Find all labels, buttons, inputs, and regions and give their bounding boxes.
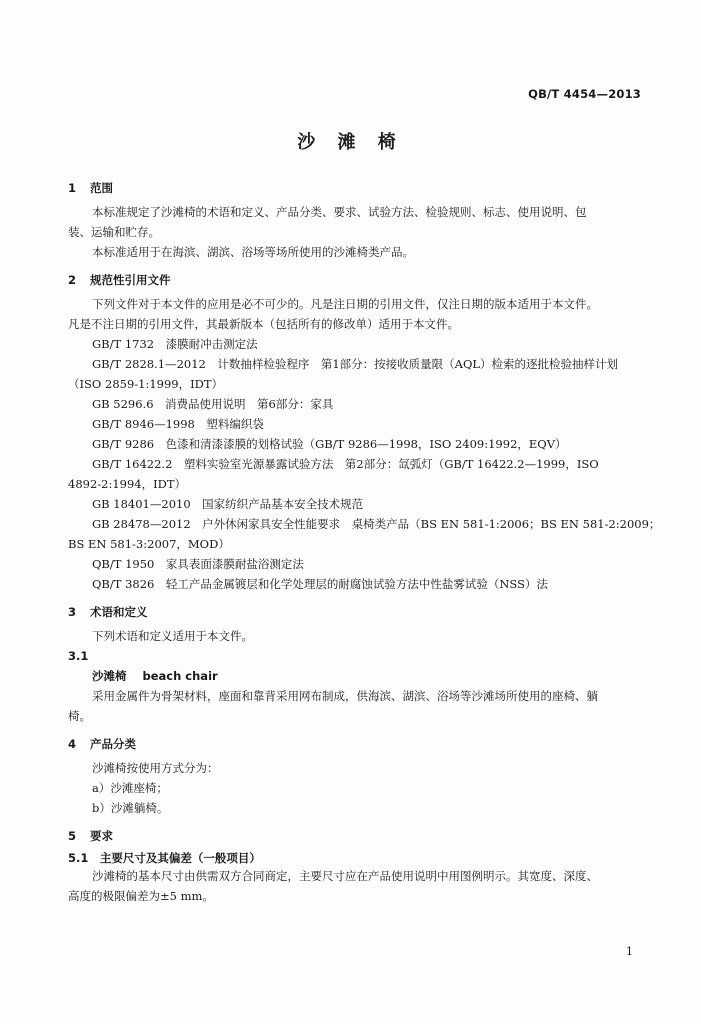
reference-item: GB/T 8946—1998 塑料编织袋: [92, 417, 264, 431]
reference-item-continuation: 4892-2:1994，IDT）: [68, 477, 187, 491]
references-intro-line-1: 下列文件对于本文件的应用是必不可少的。凡是注日期的引用文件，仅注日期的版本适用于本文件。: [92, 297, 598, 311]
clause-3-1-number: 3.1: [68, 649, 89, 663]
reference-item-continuation: BS EN 581-3:2007，MOD）: [68, 537, 230, 551]
reference-item: GB 18401—2010 国家纺织产品基本安全技术规范: [92, 497, 364, 511]
scope-applicability: 本标准适用于在海滨、湖滨、浴场等场所使用的沙滩椅类产品。: [92, 245, 414, 259]
standard-number: QB/T 4454—2013: [528, 87, 641, 101]
section-4-number: 4: [68, 737, 77, 751]
section-5-title: 要求: [90, 829, 113, 843]
term-english: beach chair: [142, 669, 218, 683]
section-4-heading: [68, 736, 648, 752]
section-5-number: 5: [68, 829, 77, 843]
page-number: 1: [626, 945, 633, 958]
dimension-requirement-line-1: 沙滩椅的基本尺寸由供需双方合同商定，主要尺寸应在产品使用说明中用图例明示。其宽度、深度、: [92, 869, 598, 883]
section-2-heading: [68, 272, 648, 288]
classification-item-a: a）沙滩座椅；: [92, 781, 168, 795]
scope-paragraph-line-1: 本标准规定了沙滩椅的术语和定义、产品分类、要求、试验方法、检验规则、标志、使用说明、包: [92, 205, 587, 219]
reference-item: QB/T 1950 家具表面漆膜耐盐浴测定法: [92, 557, 304, 571]
section-3-title: 术语和定义: [90, 605, 148, 619]
section-3-heading: [68, 604, 648, 620]
reference-item: QB/T 3826 轻工产品金属镀层和化学处理层的耐腐蚀试验方法中性盐雾试验（NSS）法: [92, 577, 548, 591]
term-chinese: 沙滩椅: [92, 669, 127, 683]
terms-intro: 下列术语和定义适用于本文件。: [92, 629, 253, 643]
section-5-heading: [68, 828, 648, 844]
dimension-requirement-line-2: 高度的极限偏差为±5 mm。: [68, 889, 214, 903]
section-3-number: 3: [68, 605, 77, 619]
references-intro-line-2: 凡是不注日期的引用文件，其最新版本（包括所有的修改单）适用于本文件。: [68, 317, 459, 331]
reference-item: GB 28478—2012 户外休闲家具安全性能要求 桌椅类产品（BS EN 581-1:2006；BS EN 581-2:2009；: [92, 517, 661, 531]
document-body: [68, 180, 661, 906]
section-1-number: 1: [68, 181, 77, 195]
reference-item: GB 5296.6 消费品使用说明 第6部分：家具: [92, 397, 334, 411]
reference-item: GB/T 2828.1—2012 计数抽样检验程序 第1部分：按接收质量限（AQL）检索的逐批检验抽样计划: [92, 357, 619, 371]
section-2-number: 2: [68, 273, 77, 287]
reference-item: GB/T 1732 漆膜耐冲击测定法: [92, 337, 258, 351]
term-definition-line-1: 采用金属件为骨架材料，座面和靠背采用网布制成，供海滨、湖滨、浴场等沙滩场所使用的座椅、躺: [92, 689, 598, 703]
section-4-title: 产品分类: [90, 737, 136, 751]
term-entry: [68, 666, 648, 686]
term-definition-line-2: 椅。: [68, 709, 91, 723]
scope-paragraph-line-2: 装、运输和贮存。: [68, 225, 160, 239]
clause-5-1-heading: 5.1 主要尺寸及其偏差（一般项目）: [68, 851, 261, 865]
reference-item: GB/T 9286 色漆和清漆漆膜的划格试验（GB/T 9286—1998，ISO 2409:1992，EQV）: [92, 437, 567, 451]
reference-item-continuation: （ISO 2859-1:1999，IDT）: [68, 377, 224, 391]
classification-item-b: b）沙滩躺椅。: [92, 801, 169, 815]
reference-item: GB/T 16422.2 塑料实验室光源暴露试验方法 第2部分：氙弧灯（GB/T 16422.2—1999，ISO: [92, 457, 599, 471]
section-1-title: 范围: [90, 181, 113, 195]
page-title: 沙 滩 椅: [297, 132, 404, 153]
classification-intro: 沙滩椅按使用方式分为：: [92, 761, 219, 775]
section-2-title: 规范性引用文件: [90, 273, 171, 287]
section-1-heading: [68, 180, 648, 196]
